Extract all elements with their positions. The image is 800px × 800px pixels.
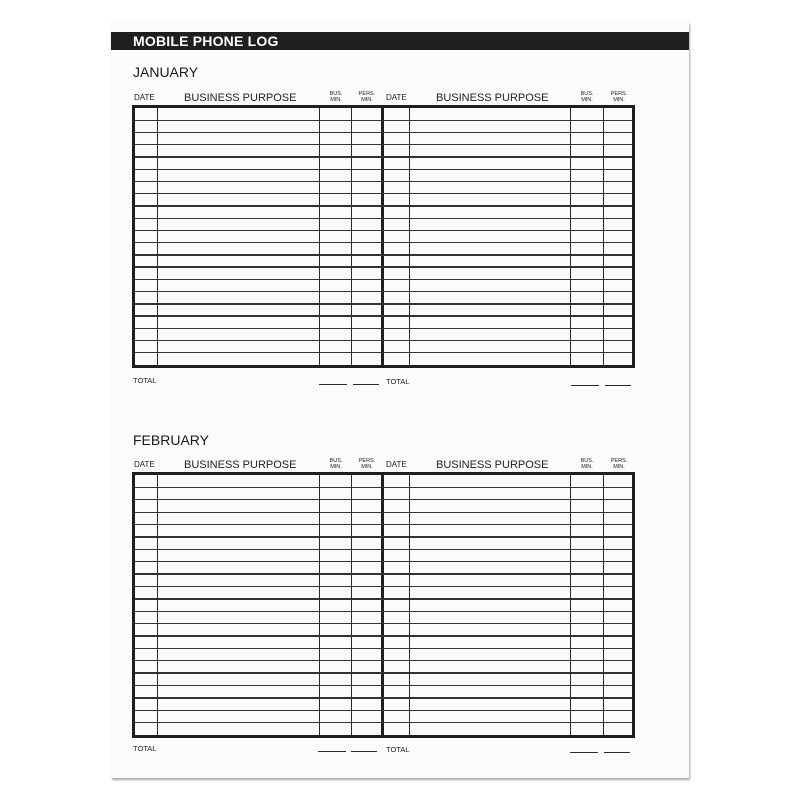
row-divider bbox=[135, 710, 632, 711]
row-divider bbox=[135, 635, 632, 636]
row-divider bbox=[135, 169, 632, 170]
row-divider bbox=[135, 611, 632, 612]
col-header-date: DATE bbox=[134, 93, 155, 102]
column-divider bbox=[157, 475, 158, 735]
row-divider bbox=[135, 328, 632, 329]
total-label: TOTAL bbox=[386, 745, 410, 754]
row-divider bbox=[135, 549, 632, 550]
row-divider bbox=[135, 648, 632, 649]
row-divider bbox=[135, 242, 632, 243]
row-divider bbox=[135, 315, 632, 316]
column-divider bbox=[319, 108, 320, 365]
col-header-bus-line1: BUS. bbox=[329, 458, 343, 464]
col-header-pers-min bbox=[352, 458, 382, 470]
row-divider bbox=[135, 291, 632, 292]
row-divider bbox=[135, 660, 632, 661]
col-header-pers-line1: PERS. bbox=[358, 91, 376, 97]
column-divider bbox=[409, 108, 410, 365]
pers-min-total-field[interactable] bbox=[353, 384, 379, 385]
row-divider bbox=[135, 193, 632, 194]
col-header-bus-min bbox=[572, 91, 602, 103]
row-divider bbox=[135, 120, 632, 121]
row-divider bbox=[135, 722, 632, 723]
page-title: MOBILE PHONE LOG bbox=[133, 33, 279, 49]
col-header-bus-min bbox=[321, 91, 351, 103]
row-divider bbox=[135, 487, 632, 488]
bus-min-total-field[interactable] bbox=[570, 752, 598, 753]
log-table[interactable] bbox=[132, 105, 635, 368]
row-divider bbox=[135, 266, 632, 267]
row-divider bbox=[135, 685, 632, 686]
row-divider bbox=[135, 672, 632, 673]
col-header-purpose: BUSINESS PURPOSE bbox=[436, 459, 549, 471]
col-header-pers-line2: MIN. bbox=[613, 97, 625, 103]
col-header-date: DATE bbox=[134, 460, 155, 469]
bus-min-total-field[interactable] bbox=[571, 385, 599, 386]
total-label: TOTAL bbox=[133, 376, 157, 385]
row-divider bbox=[135, 218, 632, 219]
column-divider bbox=[603, 108, 604, 365]
col-header-date: DATE bbox=[386, 93, 407, 102]
row-divider bbox=[135, 536, 632, 537]
total-label: TOTAL bbox=[386, 377, 410, 386]
col-header-date: DATE bbox=[386, 460, 407, 469]
col-header-pers-line1: PERS. bbox=[358, 458, 376, 464]
row-divider bbox=[135, 132, 632, 133]
row-divider bbox=[135, 254, 632, 255]
row-divider bbox=[135, 144, 632, 145]
col-header-bus-line2: MIN. bbox=[581, 464, 593, 470]
row-divider bbox=[135, 697, 632, 698]
pers-min-total-field[interactable] bbox=[351, 751, 377, 752]
col-header-pers-min bbox=[604, 91, 634, 103]
column-divider bbox=[157, 108, 158, 365]
col-header-purpose: BUSINESS PURPOSE bbox=[184, 459, 297, 471]
col-header-pers-line2: MIN. bbox=[361, 97, 373, 103]
row-divider bbox=[135, 303, 632, 304]
column-divider bbox=[603, 475, 604, 735]
row-divider bbox=[135, 279, 632, 280]
column-divider bbox=[351, 108, 352, 365]
row-divider bbox=[135, 230, 632, 231]
log-table[interactable] bbox=[132, 472, 635, 738]
col-header-bus-line1: BUS. bbox=[580, 91, 594, 97]
bus-min-total-field[interactable] bbox=[319, 384, 347, 385]
row-divider bbox=[135, 499, 632, 500]
col-header-bus-min bbox=[321, 458, 351, 470]
column-divider bbox=[409, 475, 410, 735]
col-header-bus-line1: BUS. bbox=[329, 91, 343, 97]
column-divider bbox=[570, 108, 571, 365]
col-header-purpose: BUSINESS PURPOSE bbox=[184, 92, 297, 104]
col-header-pers-line2: MIN. bbox=[613, 464, 625, 470]
pers-min-total-field[interactable] bbox=[605, 385, 631, 386]
row-divider bbox=[135, 181, 632, 182]
row-divider bbox=[135, 623, 632, 624]
title-banner bbox=[111, 32, 689, 50]
table-center-divider bbox=[381, 475, 384, 735]
col-header-pers-min bbox=[604, 458, 634, 470]
col-header-bus-line1: BUS. bbox=[580, 458, 594, 464]
month-heading: JANUARY bbox=[133, 64, 199, 80]
row-divider bbox=[135, 352, 632, 353]
column-divider bbox=[319, 475, 320, 735]
col-header-pers-line2: MIN. bbox=[361, 464, 373, 470]
row-divider bbox=[135, 573, 632, 574]
col-header-bus-line2: MIN. bbox=[330, 464, 342, 470]
row-divider bbox=[135, 512, 632, 513]
table-center-divider bbox=[381, 108, 384, 365]
col-header-bus-min bbox=[572, 458, 602, 470]
column-divider bbox=[570, 475, 571, 735]
row-divider bbox=[135, 156, 632, 157]
row-divider bbox=[135, 561, 632, 562]
log-page bbox=[111, 22, 689, 778]
bus-min-total-field[interactable] bbox=[318, 751, 346, 752]
col-header-purpose: BUSINESS PURPOSE bbox=[436, 92, 549, 104]
col-header-pers-min bbox=[352, 91, 382, 103]
col-header-pers-line1: PERS. bbox=[610, 91, 628, 97]
pers-min-total-field[interactable] bbox=[604, 752, 630, 753]
col-header-bus-line2: MIN. bbox=[330, 97, 342, 103]
row-divider bbox=[135, 205, 632, 206]
row-divider bbox=[135, 586, 632, 587]
row-divider bbox=[135, 524, 632, 525]
row-divider bbox=[135, 598, 632, 599]
total-label: TOTAL bbox=[133, 744, 157, 753]
column-divider bbox=[351, 475, 352, 735]
row-divider bbox=[135, 340, 632, 341]
month-heading: FEBRUARY bbox=[133, 432, 209, 448]
col-header-pers-line1: PERS. bbox=[610, 458, 628, 464]
col-header-bus-line2: MIN. bbox=[581, 97, 593, 103]
